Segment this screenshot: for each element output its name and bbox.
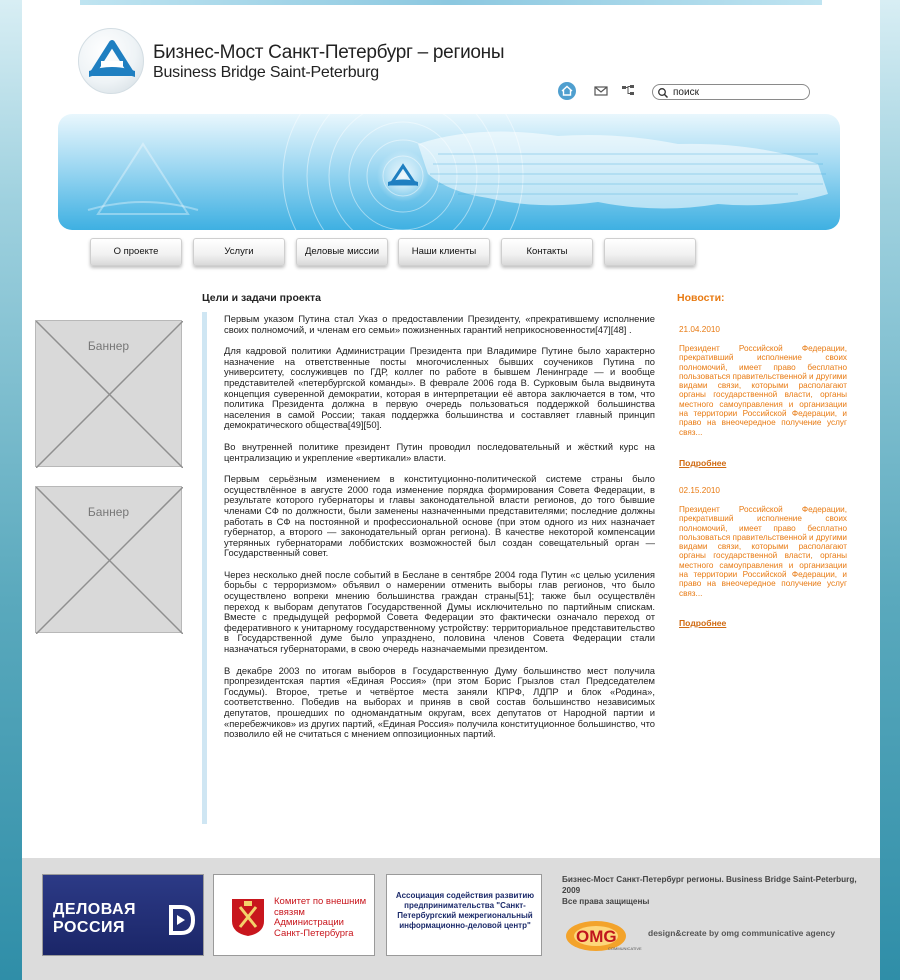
svg-text:COMMUNICATIVE: COMMUNICATIVE bbox=[608, 946, 642, 951]
search-box[interactable] bbox=[652, 84, 810, 100]
footer bbox=[22, 858, 880, 980]
footer-logo-association[interactable] bbox=[386, 874, 542, 956]
association-label: Ассоциация содействия развитию предпринимательства "Санкт-Петербургский межрегиональный информационно-деловой центр" bbox=[395, 891, 535, 930]
committee-label: Комитет по внешним связям Администрации Санкт-Петербурга bbox=[274, 896, 367, 939]
nav-business-missions[interactable]: Деловые миссии bbox=[296, 238, 388, 266]
copyright-line1: Бизнес-Мост Санкт-Петербург регионы. Business Bridge Saint-Peterburg, 2009 bbox=[562, 875, 857, 895]
globe-banner-graphic bbox=[58, 114, 840, 230]
news-text: Президент Российской Федерации, прекративший исполнение своих полномочий, имеет право бесплатно пользоваться правительственной и другими видами связи, которыми располагают органы государственной власти, органы местного самоуправления и организации на территории Российской Федерации, и право на внеочередное получение услуг связ... bbox=[679, 344, 848, 437]
nav-contacts[interactable]: Контакты bbox=[501, 238, 593, 266]
article-paragraph: Первым указом Путина стал Указ о предоставлении Президенту, «прекратившему исполнение своих полномочий, и членам его семьи» пожизненных гарантий неприкосновенности[47][48] . bbox=[224, 313, 655, 335]
footer-copyright bbox=[562, 874, 872, 907]
site-logo[interactable] bbox=[78, 28, 144, 94]
article-paragraph: В декабре 2003 по итогам выборов в Государственную Думу большинство мест получила пропрезидентская партия «Единая Россия» (при этом Борис Грызлов стал Председателем Госдумы). Второе, третье и четвёртое места заняли КПРФ, ЛДПР и блок «Родина», соответственно. Победив на выборах и приняв в свой состав большинство независимых депутатов, прошедших по одномандатным округам, всех депутатов от Народной партии и «перебежчиков» из других партий, «Единая Россия» получила конституционное большинство, что позволило ей не считаться с мнением оппозиционных партий. bbox=[224, 664, 655, 740]
news-more-link[interactable]: Подробнее bbox=[679, 458, 727, 468]
mail-icon[interactable] bbox=[592, 82, 610, 100]
banner-label: Баннер bbox=[87, 505, 130, 519]
banner-label: Баннер bbox=[87, 339, 130, 353]
top-accent-line bbox=[80, 0, 822, 5]
news-heading: Новости: bbox=[677, 292, 725, 304]
sidebar-banner-1[interactable] bbox=[35, 320, 182, 467]
logo-d-mark-icon bbox=[167, 903, 197, 937]
home-icon[interactable] bbox=[558, 82, 576, 100]
page-title: Цели и задачи проекта bbox=[202, 292, 321, 304]
site-title-en: Business Bridge Saint-Peterburg bbox=[153, 64, 379, 81]
logo-text-line2: РОССИЯ bbox=[53, 919, 126, 936]
sidebar-banner-2[interactable] bbox=[35, 486, 182, 633]
article-paragraph: Через несколько дней после событий в Беслане в сентябре 2004 года Путин «с целью усиления борьбы с терроризмом» объявил о намерении отменить выборы глав регионов, что было осуществлено вопреки мнению большинства граждан страны[51]; также был осуществлён переход к выборам депутатов Государственной Думы исключительно по партийным спискам. Вместе с предыдущей реформой Совета Федерации это фактически означало переход от федеративного к унитарному государственному устройству: территориальное представительство в Государственной думе было упразднено, половина членов Совета Федерации стали назначаться губернаторами, в свою очередь назначаемыми президентом. bbox=[224, 568, 655, 655]
news-text: Президент Российской Федерации, прекративший исполнение своих полномочий, имеет право бесплатно пользоваться правительственной и другими видами связи, которыми располагают органы государственной власти, органы местного самоуправления и организации на территории Российской Федерации, и право на внеочередное получение услуг связ... bbox=[679, 505, 848, 598]
site-title-ru: Бизнес-Мост Санкт-Петербург – регионы bbox=[153, 42, 505, 63]
omg-agency-logo-icon[interactable] bbox=[562, 912, 642, 956]
search-icon bbox=[657, 87, 669, 99]
footer-logo-delovaya-rossiya[interactable] bbox=[42, 874, 204, 956]
nav-about[interactable]: О проекте bbox=[90, 238, 182, 266]
page-container bbox=[22, 0, 880, 980]
article-paragraph: Первым серьёзным изменением в конституционно-политической системе страны было осуществлённое в августе 2000 года изменение порядка формирования Совета Федерации, в результате которого губернаторы и главы законодательной власти регионов, до того бывшие членами СФ по должности, были заменены назначенными представителями; последние должны работать в СФ на постоянной и профессиональной основе (при этом одного из них назначает губернатор, а второго — законодательный орган региона). В качестве некоторой компенсации утерянных губернаторами лоббистских возможностей был создан совещательный орган — Государственный совет. bbox=[224, 473, 655, 559]
logo-emblem-icon bbox=[79, 29, 145, 95]
footer-logo-committee[interactable] bbox=[213, 874, 375, 956]
article-paragraph: Для кадровой политики Администрации Президента при Владимире Путине было характерно назначение на ответственные посты многочисленных бывших соучеников Путина по университету, сослуживцев по ГДР, коллег по работе в бывшем Ленинграде — и вообще представителей «петербургской команды». В феврале 2006 года В. Сурковым была выдвинута концепция суверенной демократии, которая в интерпретации её автора заключается в том, что политика Президента должна в первую очередь пользоваться поддержкой большинства населения в самой России; такая поддержка большинства и составляет главный принцип демократического общества[49][50]. bbox=[224, 345, 655, 431]
sitemap-icon[interactable] bbox=[619, 82, 637, 100]
news-more-link[interactable]: Подробнее bbox=[679, 618, 727, 628]
nav-empty[interactable] bbox=[604, 238, 696, 266]
logo-text-line1: ДЕЛОВАЯ bbox=[53, 901, 137, 918]
main-nav bbox=[90, 238, 700, 270]
omg-label: OMG bbox=[576, 927, 617, 946]
coat-of-arms-icon bbox=[230, 897, 266, 937]
nav-services[interactable]: Услуги bbox=[193, 238, 285, 266]
news-date: 21.04.2010 bbox=[679, 325, 720, 334]
hero-banner bbox=[58, 114, 840, 230]
article-body bbox=[202, 312, 655, 824]
search-input[interactable] bbox=[673, 85, 807, 99]
nav-clients[interactable]: Наши клиенты bbox=[398, 238, 490, 266]
footer-design-credit[interactable]: design&create by omg communicative agency bbox=[648, 928, 836, 938]
article-paragraph: Во внутренней политике президент Путин проводил последовательный и жёсткий курс на централизацию и укрепление «вертикали» власти. bbox=[224, 440, 655, 463]
copyright-line2: Все права защищены bbox=[562, 897, 650, 906]
news-date: 02.15.2010 bbox=[679, 486, 720, 495]
